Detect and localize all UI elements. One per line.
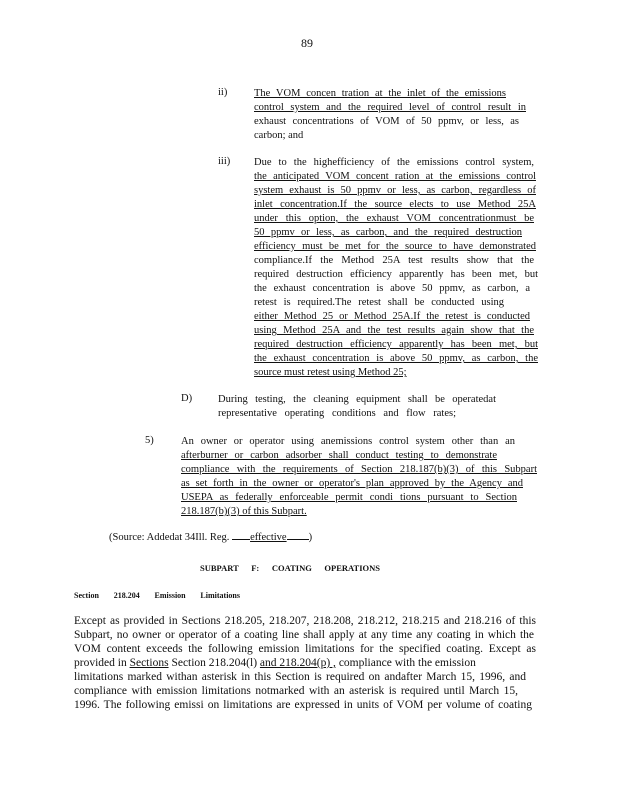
item-ii-line: exhaust concentrations of VOM of 50 ppmv, or less, as (254, 116, 519, 127)
item-ii-line: The VOM concen tration at the inlet of the emissions (254, 88, 506, 99)
body-text: provided in (74, 657, 127, 669)
item-d-label: D) (181, 393, 193, 404)
item-iii-line: using Method 25A and the test results again show that the (254, 325, 534, 336)
body-line: Except as provided in Sections 218.205, 218.207, 218.208, 218.212, 218.215 and 218.216 of this (74, 615, 536, 627)
item-5-line: An owner or operator using anemissions control system other than an (181, 436, 515, 447)
body-line: limitations marked withan asterisk in this Section is required on andafter March 15, 1996, and (74, 671, 526, 683)
item-iii-line: compliance.If the Method 25A test results show that the (254, 255, 534, 266)
item-iii-line: the anticipated VOM concent ration at the emissions control (254, 171, 536, 182)
body-underlined-text: and 218.204(p) , (259, 657, 336, 669)
source-suffix: ) (308, 532, 313, 543)
item-5-line: compliance with the requirements of Section 218.187(b)(3) of this Subpart (181, 464, 537, 475)
source-effective: effective (250, 532, 287, 543)
body-line: 1996. The following emissi on limitations are expressed in units of VOM per volume of coating (74, 699, 532, 711)
body-line: Subpart, no owner or operator of a coating line shall apply at any time any coating in which the (74, 629, 534, 641)
item-d-line: representative operating conditions and flow rates; (218, 408, 456, 419)
item-iii-label: iii) (218, 156, 231, 167)
body-line: compliance with emission limitations notmarked with an asterisk is required until March 15, (74, 685, 518, 697)
subpart-heading: SUBPART F: COATING OPERATIONS (200, 563, 380, 573)
body-text: Section 218.204(l) (168, 657, 260, 669)
item-iii-line: required destruction efficiency apparently has been met, but (254, 339, 538, 350)
section-heading: Section 218.204 Emission Limitations (74, 591, 240, 600)
item-5-label: 5) (145, 435, 154, 446)
item-iii-line: the exhaust concentration is above 50 ppmv, as carbon, a (254, 283, 530, 294)
item-5-line: 218.187(b)(3) of this Subpart. (181, 506, 307, 517)
item-d-line: During testing, the cleaning equipment shall be operatedat (218, 394, 496, 405)
item-5-line: afterburner or carbon adsorber shall conduct testing to demonstrate (181, 450, 497, 461)
page-number: 89 (301, 36, 313, 50)
item-5-line: USEPA as federally enforceable permit condi tions pursuant to Section (181, 492, 517, 503)
item-iii-line: Due to the highefficiency of the emissions control system, (254, 157, 534, 168)
item-iii-line: either Method 25 or Method 25A.If the retest is conducted (254, 311, 530, 322)
body-line (74, 656, 536, 670)
item-iii-line: source must retest using Method 25; (254, 367, 407, 378)
source-blank (232, 539, 250, 540)
source-blank (287, 539, 309, 540)
source-prefix: (Source: Addedat 34Ill. Reg. (109, 532, 233, 543)
item-5-line: as set forth in the owner or operator's plan approved by the Agency and (181, 478, 523, 489)
item-iii-line: the exhaust concentration is above 50 ppmv, as carbon, the (254, 353, 538, 364)
item-iii-line: system exhaust is 50 ppmv or less, as carbon, regardless of (254, 185, 536, 196)
item-ii-line: carbon; and (254, 130, 304, 141)
item-ii-line: control system and the required level of control result in (254, 102, 526, 113)
body-text: compliance with the emission (335, 657, 476, 669)
item-iii-line: retest is required.The retest shall be conducted using (254, 297, 504, 308)
item-ii-label: ii) (218, 87, 228, 98)
body-underlined-text: Sections (129, 657, 169, 669)
source-note (109, 531, 312, 545)
item-iii-line: inlet concentration.If the source elects to use Method 25A (254, 199, 536, 210)
body-line: VOM content exceeds the following emission limitations for the specified coating. Except as (74, 643, 536, 655)
item-iii-line: required destruction efficiency apparently has been met, but (254, 269, 538, 280)
item-iii-line: efficiency must be met for the source to have demonstrated (254, 241, 536, 252)
item-iii-line: under this option, the exhaust VOM concentrationmust be (254, 213, 534, 224)
item-iii-line: 50 ppmv or less, as carbon, and the required destruction (254, 227, 522, 238)
